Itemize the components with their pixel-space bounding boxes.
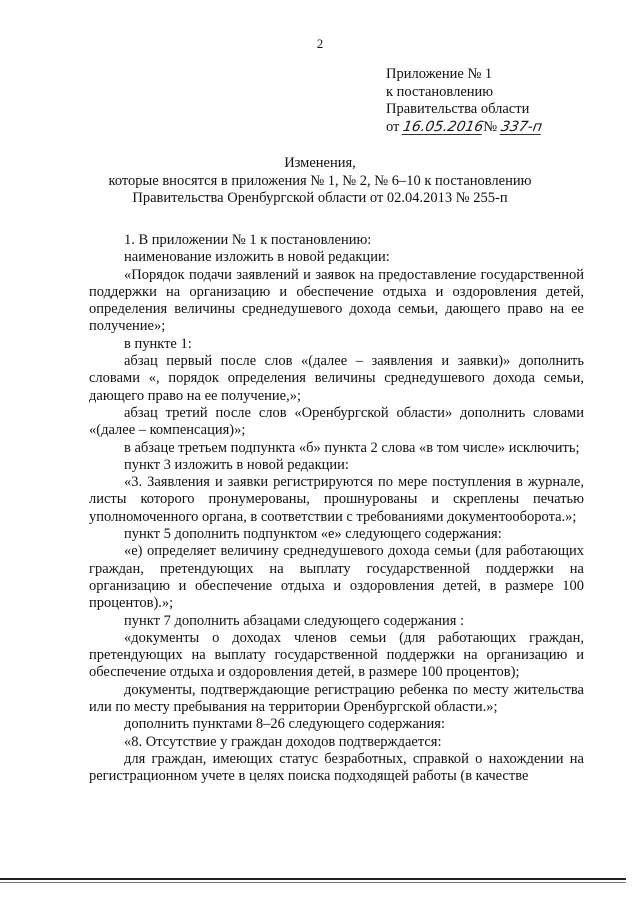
appendix-line-3: Правительства области — [386, 101, 530, 117]
paragraph-2: наименование изложить в новой редакции: — [124, 249, 390, 266]
paragraph-14: документы, подтверждающие регистрацию ребенка по месту жительства или по месту пребывания на территории Оренбургской области.»; — [89, 681, 584, 716]
handwritten-number: 337-п — [499, 118, 544, 135]
paragraph-10: пункт 5 дополнить подпунктом «е» следующего содержания: — [124, 526, 502, 543]
paragraph-17: для граждан, имеющих статус безработных, справкой о нахождении на регистрационном учете в целях поиска подходящей работы (в качестве — [89, 750, 584, 785]
paragraph-13: «документы о доходах членов семьи (для работающих граждан, претендующих на выплату государственной поддержки на организацию и обеспечение отдыха и оздоровления детей, в размере 100 процентов); — [89, 629, 584, 681]
page-number: 2 — [316, 36, 324, 51]
appendix-number-prefix: № — [483, 118, 498, 135]
title-line-1: Изменения, — [284, 155, 356, 171]
paragraph-11: «е) определяет величину среднедушевого дохода семьи (для работающих граждан, претендующих на выплату государственной поддержки на организацию и обеспечение отдыха и оздоровления детей, в размере 100 процентов).»; — [89, 543, 584, 612]
paragraph-8: пункт 3 изложить в новой редакции: — [124, 456, 349, 473]
paragraph-15: дополнить пунктами 8–26 следующего содержания: — [124, 716, 445, 733]
appendix-line-1: Приложение № 1 — [386, 66, 493, 82]
paragraph-12: пункт 7 дополнить абзацами следующего содержания : — [124, 612, 465, 629]
paragraph-1: 1. В приложении № 1 к постановлению: — [124, 232, 372, 248]
paragraph-9: «3. Заявления и заявки регистрируются по мере поступления в журнале, листы которого пронумерованы, прошнурованы и скреплены печатью уполномоченного органа, в соответствии с требованиями документооборота.»; — [89, 474, 584, 525]
appendix-from-prefix: от — [386, 118, 400, 135]
paragraph-5: абзац первый после слов «(далее – заявления и заявки)» дополнить словами «, порядок определения величины среднедушевого дохода семьи, дающего право на ее получение,»; — [89, 353, 584, 404]
scan-bottom-rule — [0, 878, 626, 880]
title-line-3: Правительства Оренбургской области от 02.04.2013 № 255-п — [132, 190, 508, 206]
appendix-line-2: к постановлению — [386, 83, 494, 100]
paragraph-4: в пункте 1: — [124, 335, 192, 352]
appendix-date-line — [386, 119, 616, 137]
handwritten-date: 16.05.2016 — [401, 118, 485, 135]
scan-bottom-rule-secondary — [0, 882, 626, 883]
title-line-2: которые вносятся в приложения № 1, № 2, № 6–10 к постановлению — [108, 172, 532, 189]
paragraph-3: «Порядок подачи заявлений и заявок на предоставление государственной поддержки на организацию и обеспечение отдыха и оздоровления детей, определения величины среднедушевого дохода семьи, дающего право на ее получение»; — [89, 266, 584, 335]
appendix-block — [386, 66, 616, 136]
paragraph-7: в абзаце третьем подпункта «б» пункта 2 слова «в том числе» исключить; — [124, 439, 580, 456]
paragraph-6: абзац третий после слов «Оренбургской области» дополнить словами «(далее – компенсация)»; — [89, 404, 584, 439]
document-title — [0, 155, 640, 208]
paragraph-16: «8. Отсутствие у граждан доходов подтверждается: — [124, 733, 442, 750]
document-body — [89, 232, 584, 786]
